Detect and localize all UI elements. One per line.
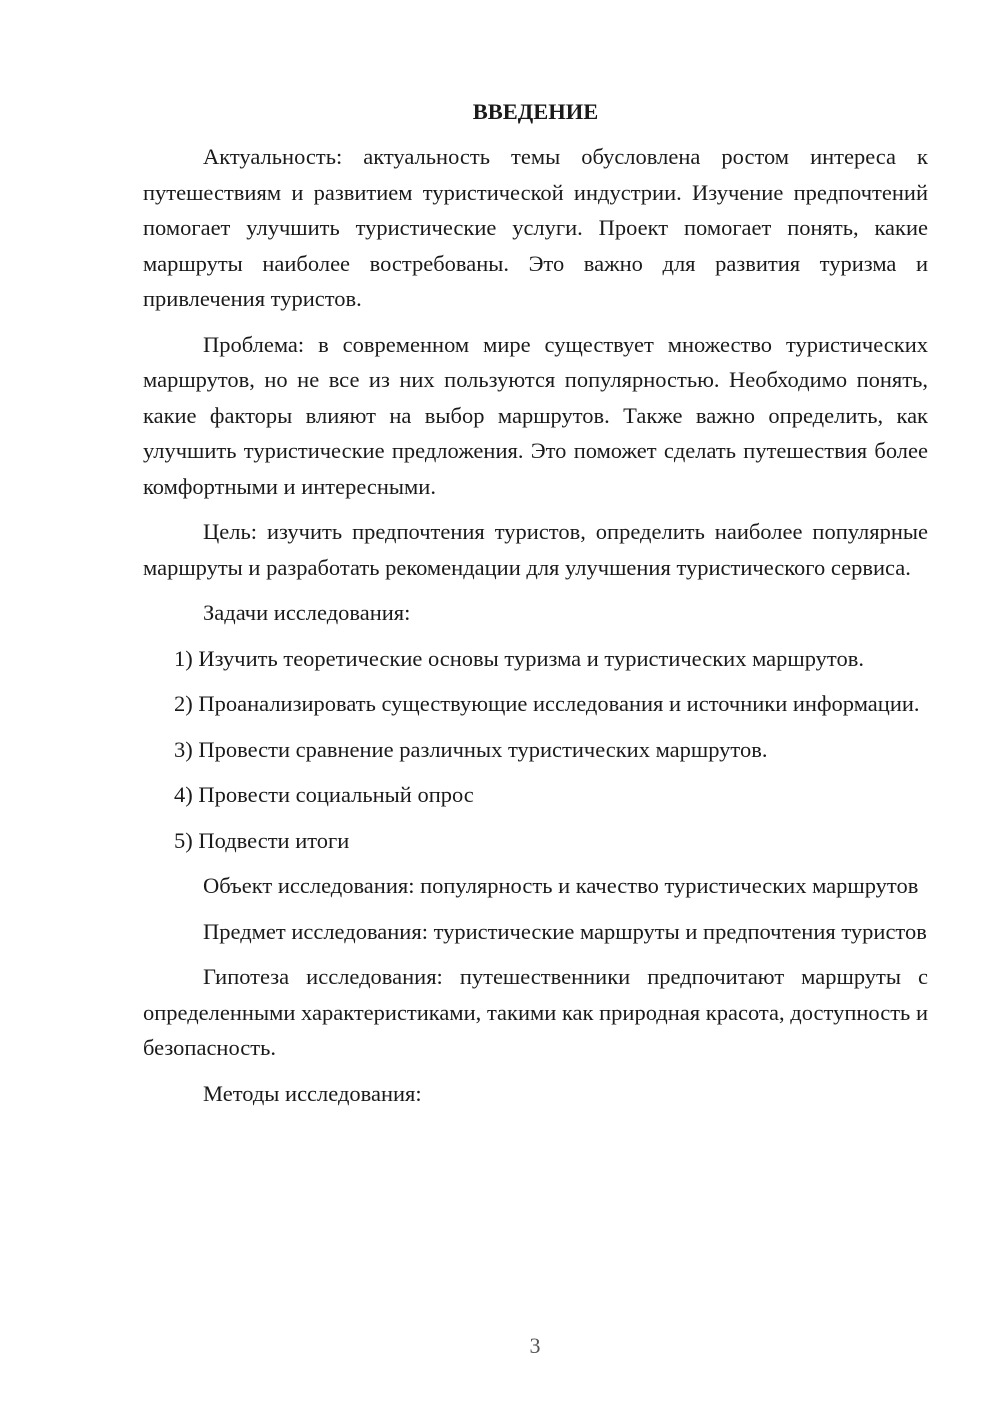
- paragraph-methods: Методы исследования:: [203, 1080, 422, 1106]
- list-item: 1) Изучить теоретические основы туризма и туристических маршрутов.: [174, 645, 864, 671]
- paragraph-tasks-heading: Задачи исследования:: [203, 600, 411, 625]
- list-item: 4) Провести социальный опрос: [174, 782, 474, 807]
- paragraph-subject: Предмет исследования: туристические маршруты и предпочтения туристов: [203, 918, 927, 944]
- section-title: ВВЕДЕНИЕ: [472, 99, 599, 124]
- paragraph-relevance: Актуальность: актуальность темы обусловлена ростом интереса к путешествиям и развитием туристической индустрии. Изучение предпочтений помогает улучшить туристические услуги. Проект помогает понять, какие маршруты наиболее востребованы. Это важно для развития туризма и привлечения туристов.: [143, 144, 928, 311]
- paragraph-hypothesis: Гипотеза исследования: путешественники предпочитают маршруты с определенными характеристиками, такими как природная красота, доступность и безопасность.: [143, 964, 928, 1060]
- page-number: 3: [529, 1333, 541, 1358]
- list-item: 5) Подвести итоги: [174, 827, 350, 853]
- list-item: 2) Проанализировать существующие исследования и источники информации.: [174, 691, 920, 716]
- page-content: [143, 94, 928, 1121]
- list-item: 3) Провести сравнение различных туристических маршрутов.: [174, 736, 768, 762]
- paragraph-problem: Проблема: в современном мире существует множество туристических маршрутов, но не все из них пользуются популярностью. Необходимо понять, какие факторы влияют на выбор маршрутов. Также важно определить, как улучшить туристические предложения. Это поможет сделать путешествия более комфортными и интересными.: [143, 331, 928, 499]
- paragraph-object: Объект исследования: популярность и качество туристических маршрутов: [203, 873, 919, 898]
- paragraph-goal: Цель: изучить предпочтения туристов, определить наиболее популярные маршруты и разработать рекомендации для улучшения туристического сервиса.: [143, 519, 928, 580]
